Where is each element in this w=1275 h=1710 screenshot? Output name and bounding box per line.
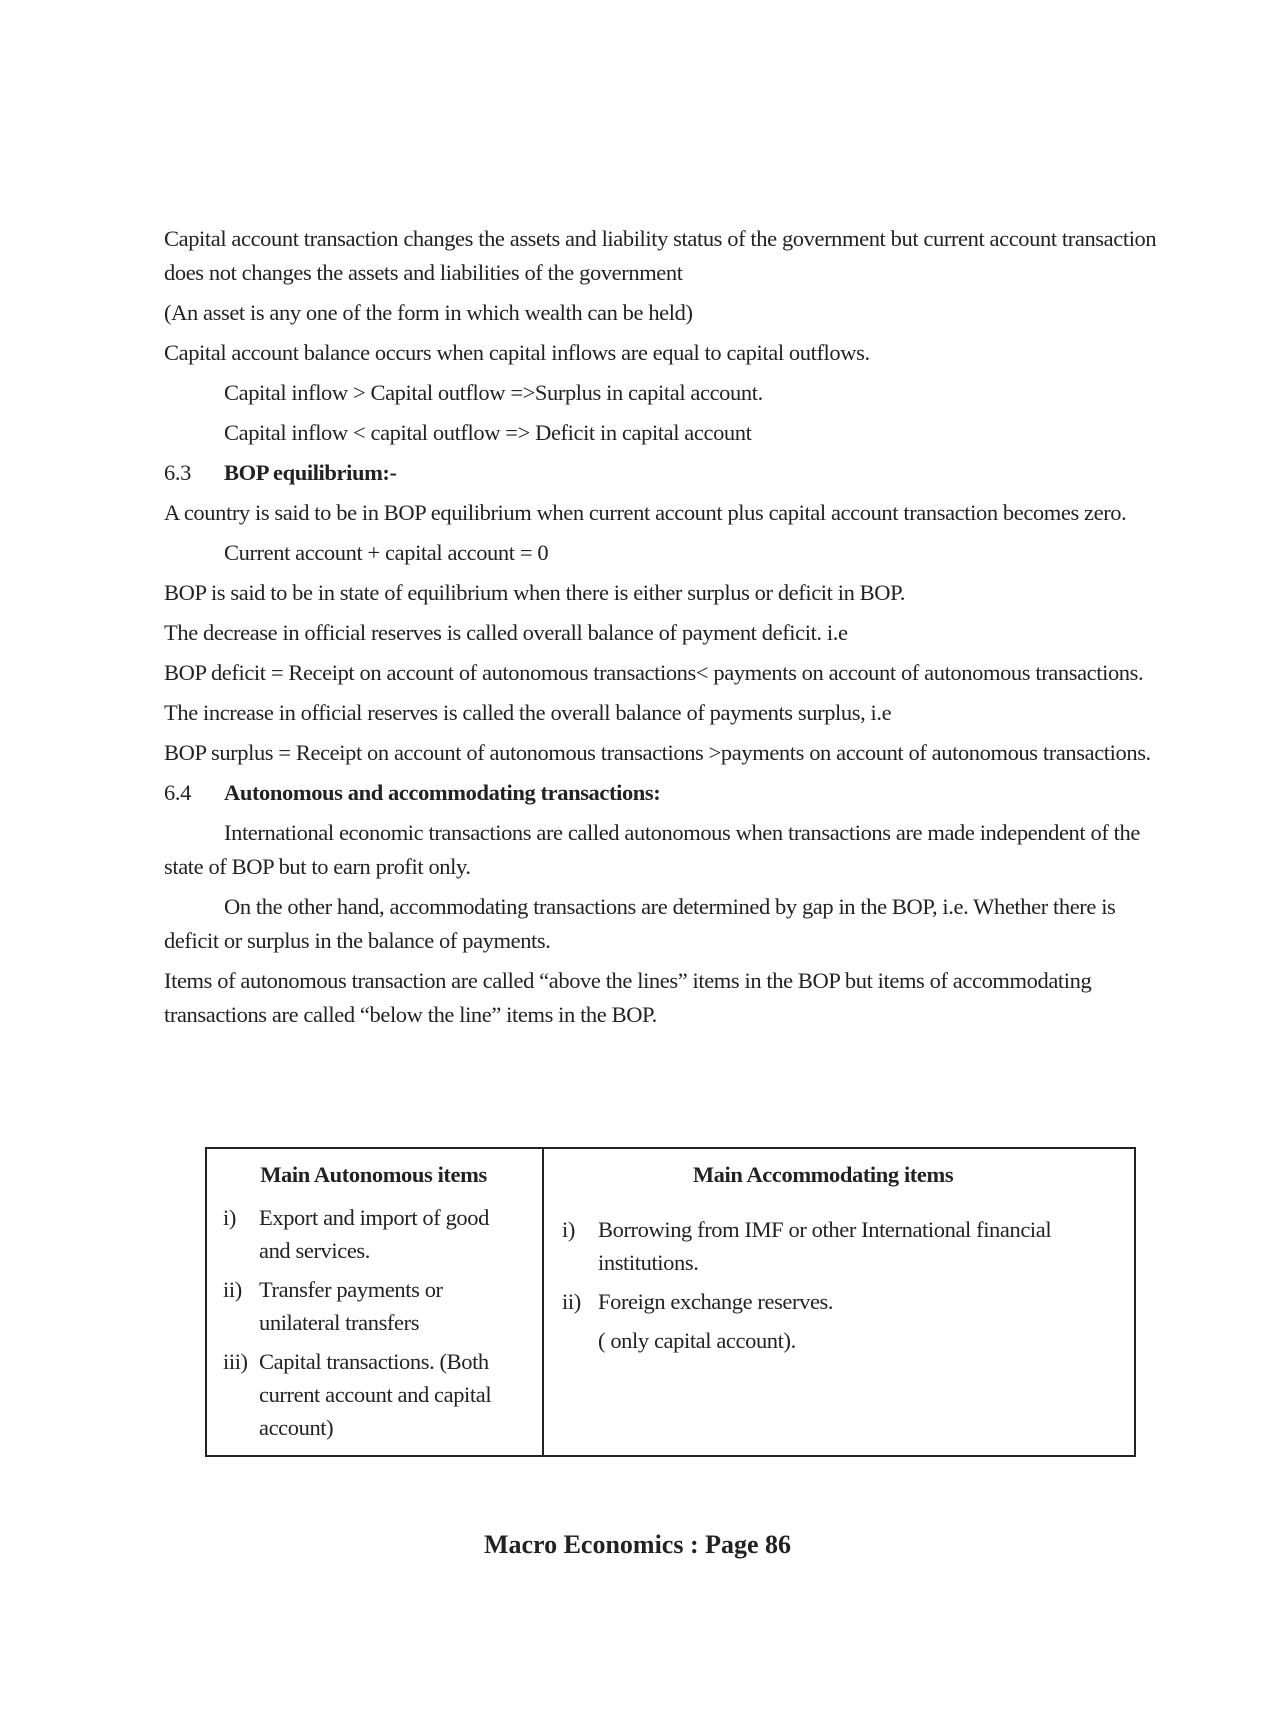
section-heading-6-3 <box>164 456 1159 490</box>
paragraph: BOP is said to be in state of equilibrium when there is either surplus or deficit in BOP. <box>164 580 905 605</box>
paragraph: Capital account transaction changes the assets and liability status of the government but current account transaction does not changes the assets and liabilities of the government <box>164 226 1157 285</box>
list-item <box>562 1324 1124 1357</box>
section-number: 6.4 <box>164 780 191 805</box>
paragraph: Capital account balance occurs when capital inflows are equal to capital outflows. <box>164 340 870 365</box>
formula-line: Current account + capital account = 0 <box>224 540 549 565</box>
list-item <box>223 1273 524 1339</box>
items-table <box>205 1147 1136 1457</box>
accommodating-header: Main Accommodating items <box>692 1162 954 1187</box>
list-item <box>223 1345 524 1444</box>
list-marker: i) <box>562 1217 575 1242</box>
paragraph: On the other hand, accommodating transactions are determined by gap in the BOP, i.e. Whether there is deficit or surplus in the balance of payments. <box>164 894 1116 953</box>
section-heading-6-4 <box>164 776 1159 810</box>
list-marker <box>562 1324 598 1357</box>
autonomous-header: Main Autonomous items <box>260 1162 487 1187</box>
paragraph: Items of autonomous transaction are called “above the lines” items in the BOP but items of accommodating transactions are called “below the line” items in the BOP. <box>164 968 1092 1027</box>
list-marker: iii) <box>223 1349 248 1374</box>
paragraph: BOP surplus = Receipt on account of autonomous transactions >payments on account of autonomous transactions. <box>164 740 1151 765</box>
page-footer: Macro Economics : Page 86 <box>483 1530 792 1559</box>
paragraph: (An asset is any one of the form in which wealth can be held) <box>164 300 693 325</box>
list-item-text: Foreign exchange reserves. <box>598 1289 834 1314</box>
paragraph: A country is said to be in BOP equilibrium when current account plus capital account transaction becomes zero. <box>164 500 1127 525</box>
paragraph: The decrease in official reserves is called overall balance of payment deficit. i.e <box>164 620 848 645</box>
formula-line: Capital inflow > Capital outflow =>Surplus in capital account. <box>224 380 763 405</box>
list-item-text: Capital transactions. (Both current account and capital account) <box>259 1349 492 1440</box>
list-marker: i) <box>223 1205 236 1230</box>
formula-line: Capital inflow < capital outflow => Deficit in capital account <box>224 420 752 445</box>
list-marker: ii) <box>562 1289 581 1314</box>
accommodating-column <box>544 1149 1134 1455</box>
list-item-text: ( only capital account). <box>598 1328 796 1353</box>
paragraph: The increase in official reserves is called the overall balance of payments surplus, i.e <box>164 700 892 725</box>
list-item-text: Export and import of good and services. <box>259 1205 489 1263</box>
list-marker: ii) <box>223 1277 242 1302</box>
section-title: BOP equilibrium:- <box>224 460 397 485</box>
list-item <box>223 1201 524 1267</box>
autonomous-column <box>207 1149 544 1455</box>
list-item-text: Borrowing from IMF or other International financial institutions. <box>598 1217 1052 1275</box>
paragraph: BOP deficit = Receipt on account of autonomous transactions< payments on account of autonomous transactions. <box>164 660 1144 685</box>
list-item-text: Transfer payments or unilateral transfers <box>259 1277 443 1335</box>
section-title: Autonomous and accommodating transactions: <box>224 780 661 805</box>
list-item <box>562 1285 1124 1318</box>
paragraph: International economic transactions are called autonomous when transactions are made independent of the state of BOP but to earn profit only. <box>164 820 1140 879</box>
section-number: 6.3 <box>164 460 191 485</box>
page-body <box>164 222 1159 1032</box>
list-item <box>562 1213 1124 1279</box>
